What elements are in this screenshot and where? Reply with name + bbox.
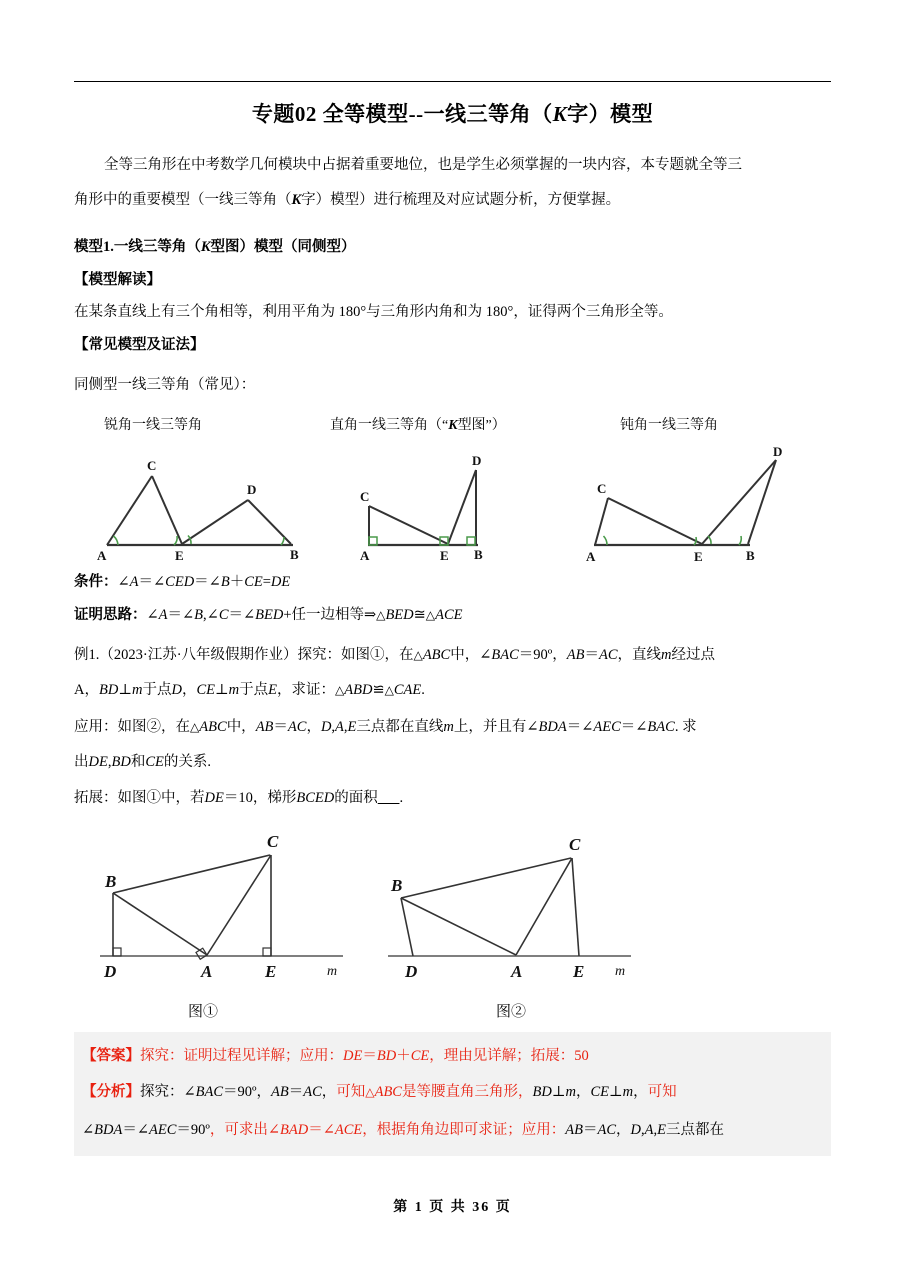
caption-obtuse: 钝角一线三等角 bbox=[620, 418, 718, 433]
example-line-3: 应用：如图②，在△ABC中，AB＝AC，D,A,E三点都在直线m上，并且有∠BDA＝∠AEC＝∠BAC. 求 bbox=[74, 719, 697, 735]
page-title-suffix: 字）模型 bbox=[567, 102, 654, 126]
svg-text:m: m bbox=[327, 964, 338, 979]
example-line-4: 出DE,BD和CE的关系. bbox=[74, 754, 211, 770]
svg-text:A: A bbox=[97, 548, 107, 563]
analysis-line-2: ∠BDA＝∠AEC＝90º，可求出∠BAD＝∠ACE，根据角角边即可求证；应用：AB＝AC，D,A,E三点都在 bbox=[82, 1122, 724, 1138]
svg-text:D: D bbox=[773, 444, 783, 459]
svg-text:C: C bbox=[267, 832, 279, 851]
figure-1 bbox=[95, 825, 365, 985]
svg-text:D: D bbox=[472, 453, 482, 468]
model-explain-text: 在某条直线上有三个角相等，利用平角为 180°与三角形内角和为 180°，证得两个三角形全等。 bbox=[74, 304, 673, 320]
svg-text:C: C bbox=[597, 481, 607, 496]
svg-text:A: A bbox=[360, 548, 370, 563]
svg-text:B: B bbox=[290, 547, 299, 562]
model-heading-b: 型图）模型（同侧型） bbox=[210, 239, 356, 255]
svg-text:m: m bbox=[615, 964, 626, 979]
analysis-tag: 【分析】 bbox=[82, 1084, 140, 1100]
answer-tag: 【答案】 bbox=[82, 1048, 140, 1064]
intro-line-2a: 角形中的重要模型（一线三等角（ bbox=[74, 192, 292, 208]
example-line-2: A，BD⊥m于点D，CE⊥m于点E，求证：△ABD≌△CAE. bbox=[74, 682, 425, 698]
svg-text:E: E bbox=[175, 548, 184, 563]
diagram-right-angle bbox=[330, 448, 560, 563]
proof-formula: ∠A＝∠B,∠C＝∠BED+任一边相等⇒△BED≅△ACE bbox=[146, 607, 463, 623]
proof-line bbox=[74, 605, 831, 625]
model-heading-k: K bbox=[200, 239, 211, 255]
figure-2-caption: 图② bbox=[496, 1004, 527, 1020]
svg-text:D: D bbox=[247, 482, 257, 497]
caption-right-a: 直角一线三等角（“ bbox=[330, 418, 449, 433]
page-title bbox=[74, 98, 831, 128]
intro-line-2b: 字）模型）进行梳理及对应试题分析，方便掌握。 bbox=[301, 192, 621, 208]
caption-right-b: 型图”） bbox=[457, 418, 506, 433]
svg-text:B: B bbox=[105, 872, 117, 891]
condition-line bbox=[74, 572, 831, 592]
example-line-5: 拓展：如图①中，若DE＝10，梯形BCED的面积 . bbox=[74, 790, 404, 806]
svg-text:A: A bbox=[586, 549, 596, 564]
svg-text:A: A bbox=[201, 962, 213, 981]
model-heading bbox=[74, 237, 831, 257]
page-footer: 第 1 页 共 36 页 bbox=[393, 1200, 512, 1215]
svg-text:E: E bbox=[440, 548, 449, 563]
svg-text:C: C bbox=[569, 835, 581, 854]
svg-text:E: E bbox=[265, 962, 277, 981]
intro-line-2 bbox=[74, 190, 831, 210]
caption-right-k: K bbox=[448, 418, 458, 433]
page-title-k: K bbox=[552, 102, 568, 126]
intro-line-1: 全等三角形在中考数学几何模块中占据着重要地位，也是学生必须掌握的一块内容，本专题就全等三 bbox=[104, 157, 742, 173]
svg-text:B: B bbox=[746, 548, 755, 563]
header-rule bbox=[74, 81, 831, 82]
answer-line: 【答案】探究：证明过程见详解；应用：DE＝BD＋CE，理由见详解；拓展：50 bbox=[82, 1048, 589, 1064]
page-title-prefix: 专题02 全等模型--一线三等角（ bbox=[251, 102, 553, 126]
diagram-acute-angle bbox=[85, 448, 335, 563]
svg-text:E: E bbox=[573, 962, 585, 981]
section-common-models: 【常见模型及证法】 bbox=[74, 337, 205, 353]
svg-text:D: D bbox=[405, 962, 418, 981]
svg-text:E: E bbox=[694, 549, 703, 564]
section-model-explain: 【模型解读】 bbox=[74, 272, 161, 288]
condition-formula: ∠A＝∠CED＝∠B＋CE=DE bbox=[117, 574, 291, 590]
caption-right bbox=[330, 414, 506, 434]
svg-text:B: B bbox=[474, 547, 483, 562]
svg-text:B: B bbox=[391, 876, 403, 895]
svg-text:D: D bbox=[104, 962, 117, 981]
condition-label: 条件： bbox=[74, 574, 118, 590]
intro-paragraph bbox=[74, 155, 831, 210]
svg-text:A: A bbox=[511, 962, 523, 981]
svg-text:C: C bbox=[147, 458, 157, 473]
analysis-line-1: 【分析】探究：∠BAC＝90º，AB＝AC，可知△ABC是等腰直角三角形，BD⊥m，CE⊥m，可知 bbox=[82, 1084, 677, 1100]
svg-text:C: C bbox=[360, 489, 370, 504]
intro-line-2-k: K bbox=[291, 192, 302, 208]
figure-2 bbox=[383, 825, 653, 985]
example-line-1: 例1.（2023·江苏·八年级假期作业）探究：如图①，在△ABC中，∠BAC＝90º，AB＝AC，直线m经过点 bbox=[74, 647, 715, 663]
proof-label: 证明思路： bbox=[74, 607, 147, 623]
answer-analysis-box bbox=[74, 1032, 831, 1156]
common-models-text: 同侧型一线三等角（常见）： bbox=[74, 377, 256, 393]
figure-1-caption: 图① bbox=[188, 1004, 219, 1020]
caption-acute: 锐角一线三等角 bbox=[104, 418, 202, 433]
diagram-obtuse-angle bbox=[570, 443, 840, 565]
model-heading-a: 模型1.一线三等角（ bbox=[74, 239, 201, 255]
